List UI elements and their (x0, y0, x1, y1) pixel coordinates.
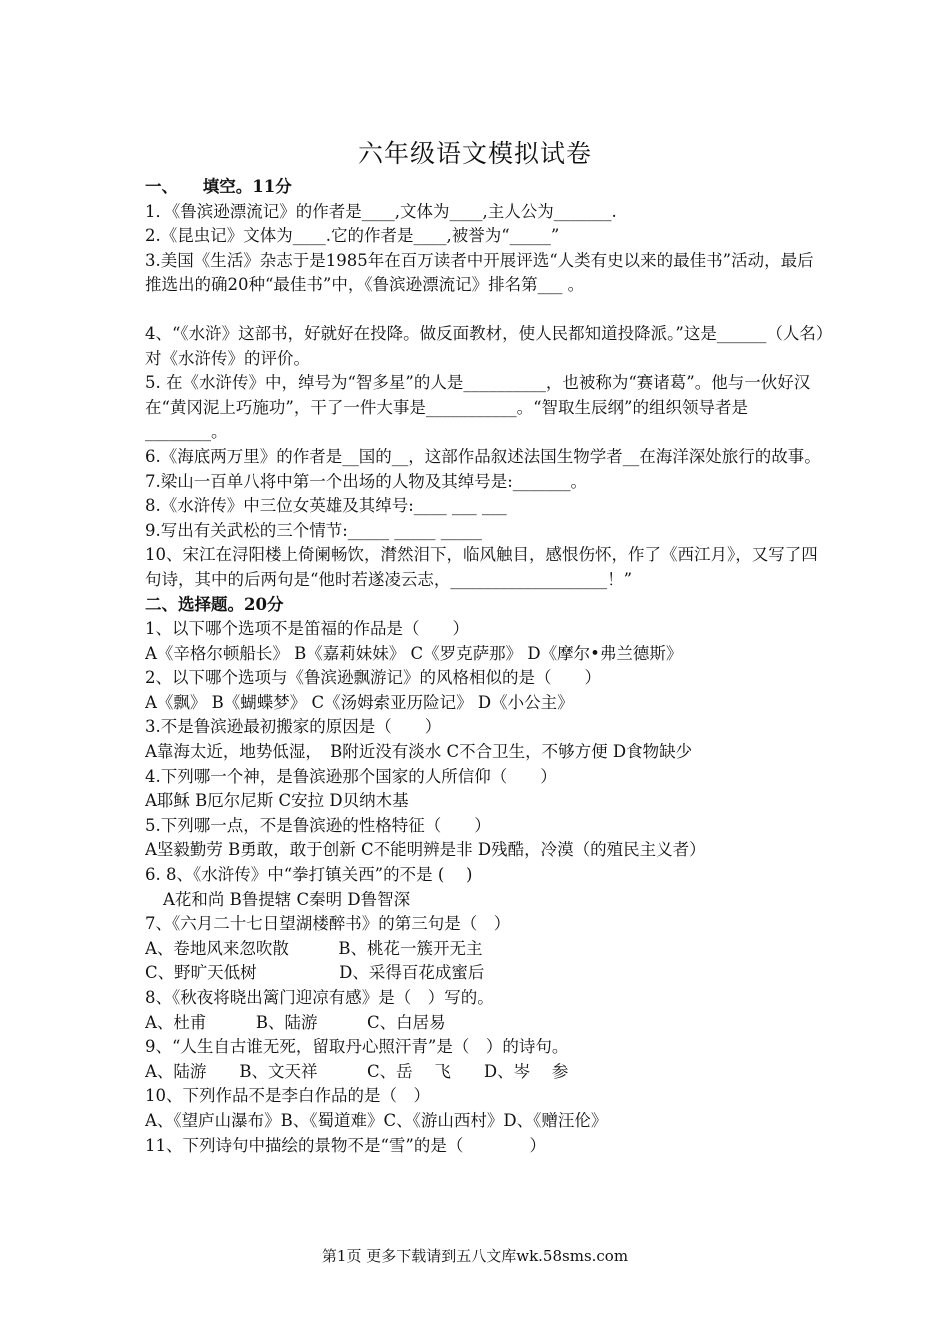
question-8: 8.《水浒传》中三位女英雄及其绰号:____ ___ ___ (145, 496, 507, 516)
choice-question-2: 2、以下哪个选项与《鲁滨逊飘游记》的风格相似的是（ ） (145, 668, 601, 688)
spacer (145, 298, 825, 322)
choice-question-3: 3.不是鲁滨逊最初搬家的原因是（ ） (145, 717, 442, 737)
choice-question-11: 11、下列诗句中描绘的景物不是“雪”的是（ ） (145, 1135, 546, 1155)
choice-question-10: 10、下列作品不是李白作品的是（ ） (145, 1086, 430, 1106)
question-2: 2.《昆虫记》文体为____.它的作者是____,被誉为“_____” (145, 226, 560, 246)
question-5: 5. 在《水浒传》中，绰号为“智多星”的人是__________，也被称为“赛诸葛”。他与一伙好汉在“黄冈泥上巧施功”，干了一件大事是___________。“智取生辰纲”的组织领导者是________。 (145, 373, 811, 442)
question-10: 10、宋江在浔阳楼上倚阑畅饮，潸然泪下，临风触目，感恨伤怀，作了《西江月》，又写了四句诗，其中的后两句是“他时若遂凌云志，___________________！” (145, 545, 818, 589)
choice-options-3: A靠海太近，地势低湿， B附近没有淡水 C不合卫生，不够方便 D食物缺少 (145, 742, 693, 762)
section-heading-fill-blank: 一、 填空。11分 (145, 177, 292, 196)
choice-options-7b: C、野旷天低树 D、采得百花成蜜后 (145, 963, 485, 983)
choice-options-9: A、陆游 B、文天祥 C、岳 飞 D、岑 参 (145, 1061, 569, 1081)
choice-question-4: 4.下列哪一个神，是鲁滨逊那个国家的人所信仰（ ） (145, 766, 557, 786)
page-footer: 第1页 更多下载请到五八文库wk.58sms.com (321, 1247, 629, 1265)
choice-options-2: A《飘》 B《蝴蝶梦》 C《汤姆索亚历险记》 D《小公主》 (145, 692, 574, 712)
page-title: 六年级语文模拟试卷 (357, 139, 592, 168)
question-6: 6.《海底两万里》的作者是__国的__，这部作品叙述法国生物学者__在海洋深处旅行的故事。 (145, 446, 821, 466)
question-7: 7.梁山一百单八将中第一个出场的人物及其绰号是:_______。 (145, 471, 588, 491)
choice-question-7: 7、《六月二十七日望湖楼醉书》的第三句是（ ） (145, 914, 511, 934)
question-9: 9.写出有关武松的三个情节:_____ _____ _____ (145, 520, 483, 540)
choice-question-8: 8、《秋夜将晓出篱门迎凉有感》是（ ）写的。 (145, 988, 494, 1007)
choice-options-4: A耶稣 B厄尔尼斯 C安拉 D贝纳木基 (145, 791, 409, 811)
choice-options-7a: A、卷地风来忽吹散 B、桃花一簇开无主 (145, 938, 483, 958)
choice-question-5: 5.下列哪一点，不是鲁滨逊的性格特征（ ） (145, 815, 491, 835)
question-1: 1．《鲁滨逊漂流记》的作者是____,文体为____,主人公为_______. (145, 201, 617, 221)
choice-options-1: A《辛格尔顿船长》 B《嘉莉妹妹》 C《罗克萨那》 D《摩尔•弗兰德斯》 (145, 643, 683, 663)
choice-options-5: A坚毅勤劳 B勇敢，敢于创新 C不能明辨是非 D残酷，冷漠（的殖民主义者） (145, 840, 706, 860)
section-heading-choice: 二、选择题。20分 (145, 594, 284, 614)
question-3: 3.美国《生活》杂志于是1985年在百万读者中开展评选“人类有史以来的最佳书”活动，最后推选出的确20种“最佳书”中，《鲁滨逊漂流记》排名第___ 。 (145, 250, 814, 295)
choice-options-8: A、杜甫 B、陆游 C、白居易 (145, 1012, 446, 1032)
choice-question-1: 1、以下哪个选项不是笛福的作品是（ ） (145, 619, 469, 639)
exam-body (145, 175, 825, 1158)
choice-options-10: A、《望庐山瀑布》B、《蜀道难》C、《游山西村》D、《赠汪伦》 (145, 1110, 608, 1130)
question-4: 4、“《水浒》这部书，好就好在投降。做反面教材，使人民都知道投降派。”这是______（人名）对《水浒传》的评价。 (145, 323, 825, 368)
choice-options-6: A花和尚 B鲁提辖 C秦明 D鲁智深 (163, 889, 411, 909)
choice-question-6: 6. 8、《水浒传》中“拳打镇关西”的不是 ( ) (145, 865, 473, 885)
choice-question-9: 9、“人生自古谁无死，留取丹心照汗青”是（ ）的诗句。 (145, 1037, 569, 1057)
